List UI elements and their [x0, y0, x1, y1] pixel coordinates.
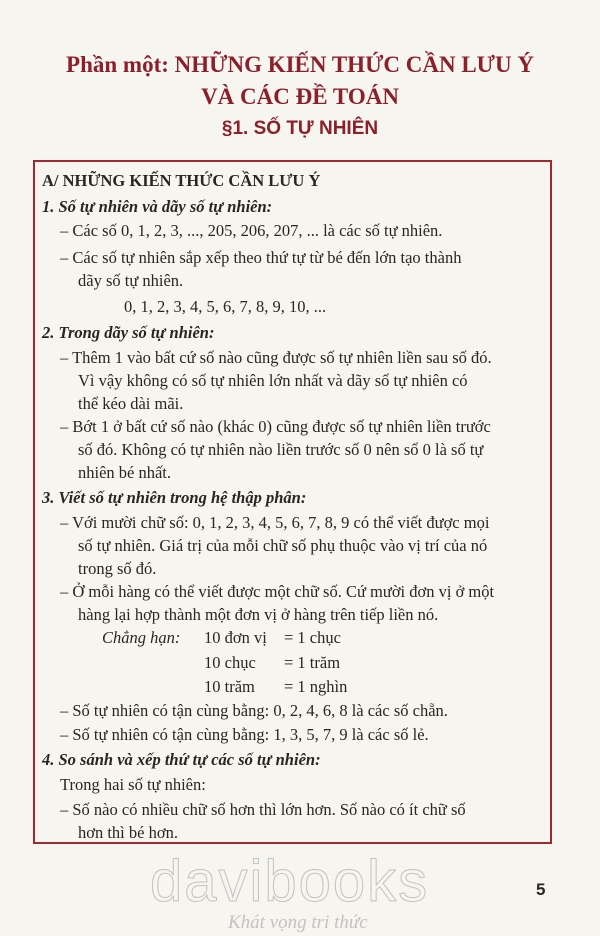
- page-number: 5: [536, 880, 546, 899]
- s3-bullet-3: – Số tự nhiên có tận cùng bằng: 0, 2, 4, 6, 8 là các số chẵn.: [60, 701, 448, 720]
- s1-bullet-1: – Các số 0, 1, 2, 3, ..., 205, 206, 207, ... là các số tự nhiên.: [60, 221, 443, 240]
- s3-bullet-4: – Số tự nhiên có tận cùng bằng: 1, 3, 5, 7, 9 là các số lẻ.: [60, 725, 429, 744]
- s2-bullet-1-line-3: thể kéo dài mãi.: [78, 394, 184, 413]
- s1-bullet-2-line-2: dãy số tự nhiên.: [78, 271, 184, 290]
- example-2-right: = 1 trăm: [284, 653, 341, 672]
- s3-bullet-2-line-1: – Ở mỗi hàng có thể viết được một chữ số. Cứ mười đơn vị ở một: [60, 582, 495, 601]
- s2-bullet-1-line-1: – Thêm 1 vào bất cứ số nào cũng được số tự nhiên liền sau số đó.: [60, 348, 492, 367]
- s1-title: 1. Số tự nhiên và dãy số tự nhiên:: [42, 197, 273, 216]
- s2-bullet-2-line-1: – Bớt 1 ở bất cứ số nào (khác 0) cũng được số tự nhiên liền trước: [60, 417, 491, 436]
- s3-bullet-1-line-2: số tự nhiên. Giá trị của mỗi chữ số phụ thuộc vào vị trí của nó: [78, 536, 488, 555]
- s1-sequence: 0, 1, 2, 3, 4, 5, 6, 7, 8, 9, 10, ...: [124, 297, 327, 316]
- watermark-slogan: Khát vọng tri thức: [228, 912, 368, 933]
- s2-bullet-1-line-2: Vì vậy không có số tự nhiên lớn nhất và dãy số tự nhiên có: [78, 371, 468, 390]
- s3-bullet-1-line-3: trong số đó.: [78, 559, 157, 578]
- s4-intro: Trong hai số tự nhiên:: [60, 775, 206, 794]
- s1-bullet-2-line-1: – Các số tự nhiên sắp xếp theo thứ tự từ bé đến lớn tạo thành: [60, 248, 462, 267]
- watermark-brand: davibooks: [150, 849, 430, 914]
- example-2-left: 10 chục: [204, 653, 256, 672]
- s2-bullet-2-line-2: số đó. Không có tự nhiên nào liền trước số 0 nên số 0 là số tự: [78, 440, 484, 459]
- s3-bullet-1-line-1: – Với mười chữ số: 0, 1, 2, 3, 4, 5, 6, 7, 8, 9 có thể viết được mọi: [60, 513, 490, 532]
- s4-bullet-1-line-1: – Số nào có nhiều chữ số hơn thì lớn hơn. Số nào có ít chữ số: [60, 800, 466, 819]
- example-label: Chẳng hạn:: [102, 628, 181, 647]
- s2-title: 2. Trong dãy số tự nhiên:: [42, 323, 215, 342]
- example-3-left: 10 trăm: [204, 677, 255, 696]
- example-3-right: = 1 nghìn: [284, 677, 348, 696]
- s4-bullet-1-line-2: hơn thì bé hơn.: [78, 823, 178, 842]
- s4-title: 4. So sánh và xếp thứ tự các số tự nhiên:: [42, 750, 321, 769]
- s3-title: 3. Viết số tự nhiên trong hệ thập phân:: [42, 488, 307, 507]
- example-1-right: = 1 chục: [284, 628, 341, 647]
- part-title-line-2: VÀ CÁC ĐỀ TOÁN: [201, 84, 399, 109]
- s3-bullet-2-line-2: hàng lại hợp thành một đơn vị ở hàng trên tiếp liền nó.: [78, 605, 439, 624]
- part-title-line-1: Phần một: NHỮNG KIẾN THỨC CẦN LƯU Ý: [66, 52, 534, 77]
- example-1-left: 10 đơn vị: [204, 628, 267, 647]
- section-title: §1. SỐ TỰ NHIÊN: [221, 118, 379, 139]
- s2-bullet-2-line-3: nhiên bé nhất.: [78, 463, 172, 482]
- box-heading: A/ NHỮNG KIẾN THỨC CẦN LƯU Ý: [42, 171, 321, 190]
